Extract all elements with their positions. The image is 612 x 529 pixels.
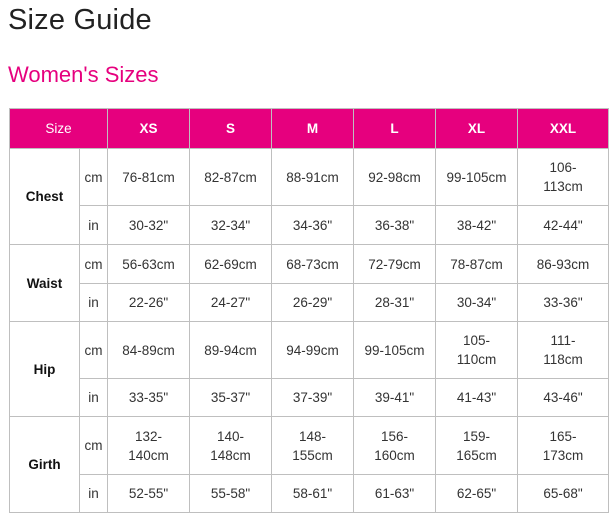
unit-label: in [80,379,108,417]
size-value-cell: 106- 113cm [518,149,609,206]
size-value-cell: 30-32" [108,206,190,245]
table-row [10,284,609,322]
size-value-cell: 37-39" [272,379,354,417]
size-value-cell: 24-27" [190,284,272,322]
unit-label: cm [80,417,108,475]
size-value-cell: 38-42" [436,206,518,245]
size-value-cell: 33-35" [108,379,190,417]
table-row [10,379,609,417]
size-value-cell: 99-105cm [436,149,518,206]
unit-label: in [80,475,108,513]
size-value-cell: 159- 165cm [436,417,518,475]
table-row [10,245,609,284]
size-value-cell: 32-34" [190,206,272,245]
size-value-cell: 43-46" [518,379,609,417]
size-value-cell: 65-68" [518,475,609,513]
size-value-cell: 52-55" [108,475,190,513]
size-value-cell: 41-43" [436,379,518,417]
measure-label: Waist [10,245,80,322]
unit-label: in [80,206,108,245]
size-header-m: M [272,109,354,149]
unit-label: cm [80,322,108,379]
size-value-cell: 94-99cm [272,322,354,379]
measure-label: Chest [10,149,80,245]
table-row [10,322,609,379]
size-value-cell: 26-29" [272,284,354,322]
table-header-row [10,109,609,149]
size-value-cell: 132- 140cm [108,417,190,475]
size-value-cell: 68-73cm [272,245,354,284]
measure-label: Girth [10,417,80,513]
size-value-cell: 36-38" [354,206,436,245]
size-value-cell: 140- 148cm [190,417,272,475]
measure-label: Hip [10,322,80,417]
size-value-cell: 22-26" [108,284,190,322]
size-header-xxl: XXL [518,109,609,149]
size-value-cell: 61-63" [354,475,436,513]
size-value-cell: 28-31" [354,284,436,322]
size-value-cell: 58-61" [272,475,354,513]
table-row [10,149,609,206]
size-value-cell: 33-36" [518,284,609,322]
unit-label: cm [80,149,108,206]
size-value-cell: 78-87cm [436,245,518,284]
table-row [10,417,609,475]
size-header-cell: Size [10,109,108,149]
unit-label: in [80,284,108,322]
size-value-cell: 84-89cm [108,322,190,379]
size-value-cell: 111- 118cm [518,322,609,379]
size-value-cell: 82-87cm [190,149,272,206]
size-value-cell: 62-65" [436,475,518,513]
size-value-cell: 34-36" [272,206,354,245]
size-header-xl: XL [436,109,518,149]
size-value-cell: 89-94cm [190,322,272,379]
table-row [10,475,609,513]
size-header-xs: XS [108,109,190,149]
page-title: Size Guide [8,4,152,36]
size-header-l: L [354,109,436,149]
section-title: Women's Sizes [8,62,159,87]
size-value-cell: 156- 160cm [354,417,436,475]
size-value-cell: 35-37" [190,379,272,417]
size-value-cell: 39-41" [354,379,436,417]
table-row [10,206,609,245]
size-value-cell: 88-91cm [272,149,354,206]
size-value-cell: 72-79cm [354,245,436,284]
size-value-cell: 99-105cm [354,322,436,379]
size-value-cell: 165- 173cm [518,417,609,475]
size-value-cell: 30-34" [436,284,518,322]
size-value-cell: 42-44" [518,206,609,245]
size-value-cell: 62-69cm [190,245,272,284]
size-value-cell: 76-81cm [108,149,190,206]
size-header-s: S [190,109,272,149]
unit-label: cm [80,245,108,284]
size-value-cell: 148- 155cm [272,417,354,475]
size-value-cell: 55-58" [190,475,272,513]
size-value-cell: 56-63cm [108,245,190,284]
size-value-cell: 105- 110cm [436,322,518,379]
table-body [10,149,609,513]
size-table [9,108,609,513]
size-value-cell: 86-93cm [518,245,609,284]
size-value-cell: 92-98cm [354,149,436,206]
